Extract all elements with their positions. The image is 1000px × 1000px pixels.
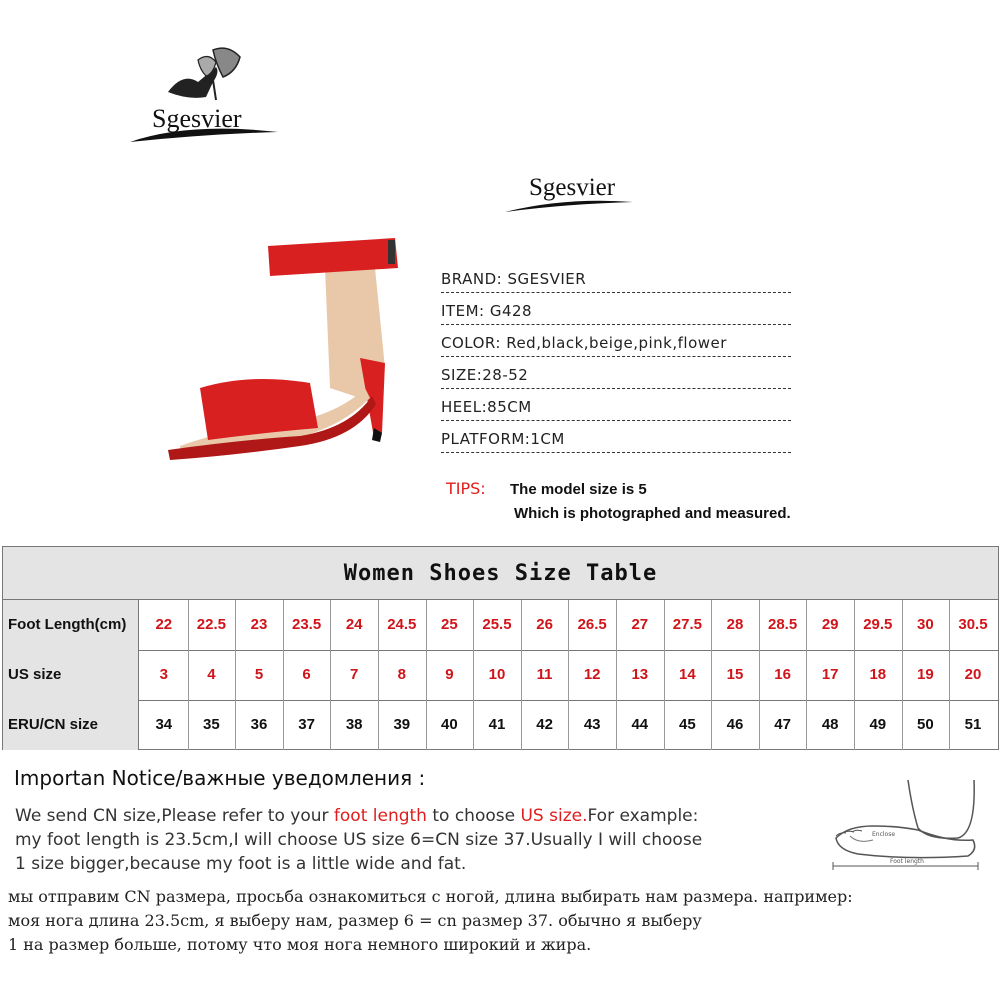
spec-item	[441, 300, 791, 328]
notice-title: Importan Notice/важные уведомления :	[14, 766, 426, 790]
size-table-cell: 7	[330, 650, 379, 700]
size-table-cell: 40	[426, 700, 475, 750]
size-table-cell: 14	[664, 650, 713, 700]
size-table-cell: 36	[235, 700, 284, 750]
size-table-cell: 39	[378, 700, 427, 750]
notice-ru-line-3: 1 на размер больше, потому что моя нога немного широкий и жира.	[8, 935, 592, 954]
notice-en-text: to choose	[426, 806, 521, 826]
size-table-row-header: ERU/CN size	[3, 700, 139, 750]
size-table-cell: 25	[426, 600, 475, 650]
size-table-cell: 11	[521, 650, 570, 700]
notice-ru-line-1: мы отправим CN размера, просьба ознакомиться с ногой, длина выбирать нам размера. например:	[8, 887, 853, 906]
size-table-cell: 24.5	[378, 600, 427, 650]
size-table-cell: 41	[473, 700, 522, 750]
size-table-cell: 19	[902, 650, 951, 700]
spec-color	[441, 332, 791, 360]
size-table-cell: 27.5	[664, 600, 713, 650]
product-image	[160, 228, 430, 468]
size-table-cell: 22	[140, 600, 189, 650]
spec-heel-text: HEEL:85CM	[441, 398, 532, 416]
size-table-cell: 28.5	[759, 600, 808, 650]
size-table-cell: 28	[711, 600, 760, 650]
notice-en-line-3: 1 size bigger,because my foot is a little wide and fat.	[15, 854, 467, 874]
size-table-row	[3, 700, 998, 750]
size-table-cell: 9	[426, 650, 475, 700]
notice-highlight-foot-length: foot length	[333, 806, 427, 826]
spec-divider	[441, 324, 791, 325]
spec-color-text: COLOR: Red,black,beige,pink,flower	[441, 334, 727, 352]
size-table-cell: 12	[568, 650, 617, 700]
size-table-cell: 34	[140, 700, 189, 750]
foot-measure-figure	[828, 778, 990, 878]
size-table-cell: 25.5	[473, 600, 522, 650]
size-table-cell: 3	[140, 650, 189, 700]
size-table-title: Women Shoes Size Table	[343, 561, 658, 586]
size-table-cell: 51	[964, 716, 982, 733]
size-table-cell: 29.5	[854, 600, 903, 650]
size-table-cell: 35	[188, 700, 237, 750]
size-table-cell: 23.5	[283, 600, 332, 650]
spec-brand	[441, 268, 791, 296]
size-table-cell: 50	[902, 700, 951, 750]
size-table-cell: 17	[806, 650, 855, 700]
brand-logo-text-small: Sgesvier	[529, 174, 616, 201]
size-table-cell: 42	[521, 700, 570, 750]
size-table-cell: 44	[616, 700, 665, 750]
size-table-cell: 29	[806, 600, 855, 650]
spec-divider	[441, 292, 791, 293]
brand-logo-large	[128, 42, 288, 152]
size-table-cell: 23	[235, 600, 284, 650]
foot-enclose-label: Enclose	[872, 831, 896, 838]
size-table-cell: 49	[854, 700, 903, 750]
foot-outline-icon	[828, 778, 990, 878]
size-table-cell: 5	[235, 650, 284, 700]
size-table-cell: 16	[759, 650, 808, 700]
size-table-cell: 22.5	[188, 600, 237, 650]
size-table-cell: 26	[521, 600, 570, 650]
size-table-cell: 43	[568, 700, 617, 750]
size-table-cell: 45	[664, 700, 713, 750]
notice-en-line-1	[15, 806, 698, 826]
size-table-cell: 10	[473, 650, 522, 700]
size-table-cell: 24	[330, 600, 379, 650]
size-table-cell: 46	[711, 700, 760, 750]
spec-divider	[441, 388, 791, 389]
spec-divider	[441, 420, 791, 421]
spec-heel	[441, 396, 791, 424]
spec-brand-text: BRAND: SGESVIER	[441, 270, 587, 288]
size-table-row	[3, 650, 998, 701]
notice-highlight-us-size: US size.	[520, 806, 588, 826]
butterfly-shoe-icon	[128, 42, 288, 152]
size-table-cell: 4	[188, 650, 237, 700]
size-table-cell: 48	[806, 700, 855, 750]
size-table-cell: 13	[616, 650, 665, 700]
notice-en-line-2: my foot length is 23.5cm,I will choose US size 6=CN size 37.Usually I will choose	[15, 830, 703, 850]
notice-ru-line-2: моя нога длина 23.5cm, я выберу нам, размер 6 = cn размер 37. обычно я выберу	[8, 911, 702, 930]
red-sandal-icon	[160, 228, 430, 468]
brand-logo-small	[505, 172, 645, 222]
spec-item-text: ITEM: G428	[441, 302, 533, 320]
brand-logo-text: Sgesvier	[152, 104, 242, 133]
size-table-cell: 27	[616, 600, 665, 650]
tips-block	[446, 479, 791, 522]
size-table-cell: 8	[378, 650, 427, 700]
size-table-row	[3, 600, 998, 651]
spec-platform	[441, 428, 791, 456]
size-table-cell: 37	[283, 700, 332, 750]
size-table-row-header: Foot Length(cm)	[3, 600, 139, 650]
spec-size-text: SIZE:28-52	[441, 366, 529, 384]
spec-divider	[441, 356, 791, 357]
size-table-cell: 20	[964, 666, 982, 683]
size-table-cell: 18	[854, 650, 903, 700]
size-table-title-row	[3, 547, 998, 600]
tips-line-2: Which is photographed and measured.	[514, 505, 791, 522]
spec-platform-text: PLATFORM:1CM	[441, 430, 565, 448]
notice-en-text: For example:	[587, 806, 699, 826]
size-table-cell: 15	[711, 650, 760, 700]
size-table-cell: 30.5	[958, 616, 988, 633]
size-table-cell: 26.5	[568, 600, 617, 650]
spec-size	[441, 364, 791, 392]
size-table-row-header: US size	[3, 650, 139, 700]
size-table-cell: 30	[902, 600, 951, 650]
size-table-cell: 6	[283, 650, 332, 700]
foot-length-label: Foot length	[890, 858, 924, 865]
tips-label: TIPS:	[446, 479, 486, 498]
tips-line-1: The model size is 5	[510, 481, 647, 498]
spec-divider	[441, 452, 791, 453]
size-table-cell: 38	[330, 700, 379, 750]
size-table	[2, 546, 999, 750]
notice-en-text: We send CN size,Please refer to your	[15, 806, 334, 826]
size-table-cell: 47	[759, 700, 808, 750]
